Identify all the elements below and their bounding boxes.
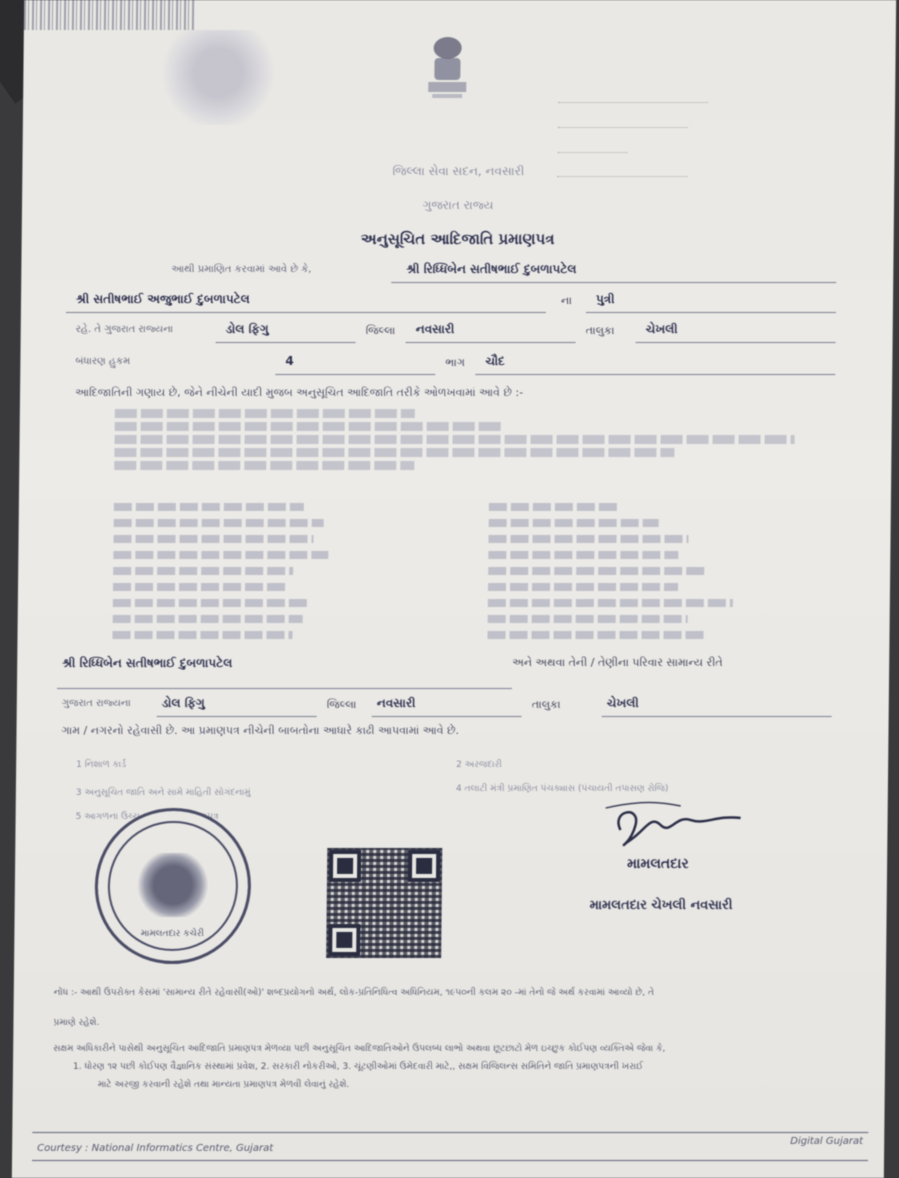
note-line-2: સક્ષમ અધિકારીને પાસેથી અનુસૂચિત આદિજાતિ પ્રમાણપત્ર મેળવ્યા પછી અનુસૂચિત આદિજાતિઓને ઉપલબ્ધ લાભો અથવા છૂટછાટો મેળ ઇચ્છુક કોઈપણ વ્યક્તિએ જેવા કે, — [53, 1044, 666, 1054]
relation-value: પુત્રી — [595, 292, 615, 306]
underline — [216, 342, 356, 343]
note-line-1b: પ્રમાણે રહેશે. — [53, 1018, 100, 1028]
document-item: 5 આગળના ઉચ્ચ અધિકારીનું પ્રમાણપત્ર — [75, 812, 219, 822]
tribe-column-left — [112, 495, 344, 647]
meta-line-1 — [558, 92, 708, 103]
underline — [66, 312, 546, 313]
underline — [406, 342, 576, 343]
state-name: ગુજરાત રાજ્ય — [422, 198, 494, 212]
signatory-title: મામલતદાર — [627, 856, 689, 872]
underline — [57, 688, 512, 689]
part-value: ચૌદ — [485, 354, 505, 368]
document-item: 1 નિશાળ કાર્ડ — [76, 760, 127, 770]
document-item: 3 અનુસૂચિત જાતિ અને સામે માહિતી સોગંદનામું — [75, 788, 251, 798]
village-label: રહે. તે ગુજરાત રાજ્યના — [75, 324, 174, 335]
underline — [391, 282, 836, 283]
official-seal — [94, 808, 252, 964]
page-title: અનુસૂચિત આદિજાતિ પ્રમાણપત્ર — [360, 230, 555, 248]
second-holder-name: શ્રી રિધ્ધિબેન સતીષભાઈ દુબળાપટેલ — [62, 656, 233, 670]
residence-text: ગામ / નગરનો રહેવાસી છે. આ પ્રમાણપત્ર નીચેની બાબતોના આધારે કાઢી આપવામાં આવે છે. — [61, 724, 460, 737]
second-district-value: નવસારી — [376, 696, 416, 710]
footer-rule — [32, 1132, 868, 1133]
seal-text: મામલતદાર કચેરી — [140, 929, 205, 939]
second-district-label: જિલ્લા — [326, 698, 357, 711]
note-line-4: માટે અરજી કરવાની રહેશે તથા માન્યતા પ્રમાણપત્ર મેળવી લેવાનું રહેશે. — [97, 1080, 350, 1090]
family-text: અને અથવા તેની / તેણીના પરિવાર સામાન્ય રીતે — [512, 656, 723, 669]
part-label: ભાગ — [445, 356, 465, 369]
order-value: 4 — [285, 354, 294, 368]
second-taluka-value: ચેખલી — [606, 696, 639, 710]
note-line-1: નોંધ :- આથી ઉપરોક્ત કેસમાં 'સામાન્ય રીતે રહેવાસી(ઓ)' શબ્દપ્રયોગનો અર્થ, લોક-પ્રતિનિધિત્વ અધિનિયમ, ૧૯૫૦ની કલમ ૨૦ -માં તેનો જે અર્થ કરવામાં આવ્યો છે, તે — [53, 988, 655, 998]
underline — [275, 374, 435, 375]
footer-courtesy: Courtesy : National Informatics Centre, Gujarat — [37, 1143, 274, 1154]
office-line: જિલ્લા સેવા સદન, નવસારી — [392, 164, 525, 178]
tribe-column-right — [487, 495, 749, 647]
taluka-value: ચેખલી — [645, 322, 678, 336]
village-value: ડોલ ફિગુ — [225, 322, 269, 336]
state-logo-icon — [158, 30, 279, 125]
second-village-value: ડોલ ફિગુ — [161, 696, 205, 710]
underline — [372, 716, 522, 717]
district-label: જિલ્લા — [365, 324, 396, 337]
certify-prefix: આથી પ્રમાણિત કરવામાં આવે છે કે, — [171, 264, 312, 275]
footer-rule-bottom — [32, 1160, 868, 1161]
underline — [602, 716, 832, 717]
seal-emblem-icon — [138, 853, 209, 917]
order-label: બંધારણ હુકમ — [75, 356, 131, 367]
signatory-office: મામલતદાર ચેખલી નવસારી — [589, 898, 733, 913]
taluka-label: તાલુકા — [585, 324, 615, 337]
signature-icon — [600, 800, 761, 855]
holder-name: શ્રી રિધ્ધિબેન સતીષભાઈ દુબળાપટેલ — [406, 262, 577, 276]
qr-code-icon — [326, 848, 442, 958]
national-emblem-icon — [418, 30, 477, 105]
document-item: 2 અરજદારી — [456, 760, 502, 770]
second-village-label: ગુજરાત રાજ્યના — [61, 698, 131, 709]
relation-label: ના — [560, 294, 572, 307]
meta-line-3 — [558, 142, 628, 153]
barcode-icon — [24, 0, 194, 30]
tribe-paragraph — [114, 405, 805, 474]
footer-brand: Digital Gujarat — [790, 1136, 864, 1147]
document-item: 4 તલાટી મંત્રી પ્રમાણિત પંચક્યાસ (પંચાયતી તપાસણ રોજિ) — [455, 784, 669, 794]
relation-name: શ્રી સતીષભાઈ અજુભાઈ દુબળાપટેલ — [75, 292, 250, 306]
meta-line-2 — [558, 117, 688, 128]
underline — [157, 716, 317, 717]
underline — [586, 312, 836, 313]
certificate-page — [12, 0, 896, 1178]
note-line-3: 1. ધોરણ ૧૨ પછી કોઈપણ વૈજ્ઞાનિક સંસ્થામાં પ્રવેશ, 2. સરકારી નોકરીઓ, 3. ચૂંટણીઓમાં ઉમેદવારી માટે,, સક્ષમ વિજિલન્સ સમિતિને જાતિ પ્રમાણપત્રની ખરાઈ — [72, 1062, 644, 1072]
underline — [636, 342, 836, 343]
declaration-text: આદિજાતિની ગણાય છે, જેને નીચેની યાદી મુજબ અનુસૂચિત આદિજાતિ તરીકે ઓળખવામાં આવે છે :- — [74, 386, 524, 399]
district-value: નવસારી — [415, 322, 455, 336]
second-taluka-label: તાલુકા — [531, 698, 561, 711]
underline — [475, 374, 835, 375]
